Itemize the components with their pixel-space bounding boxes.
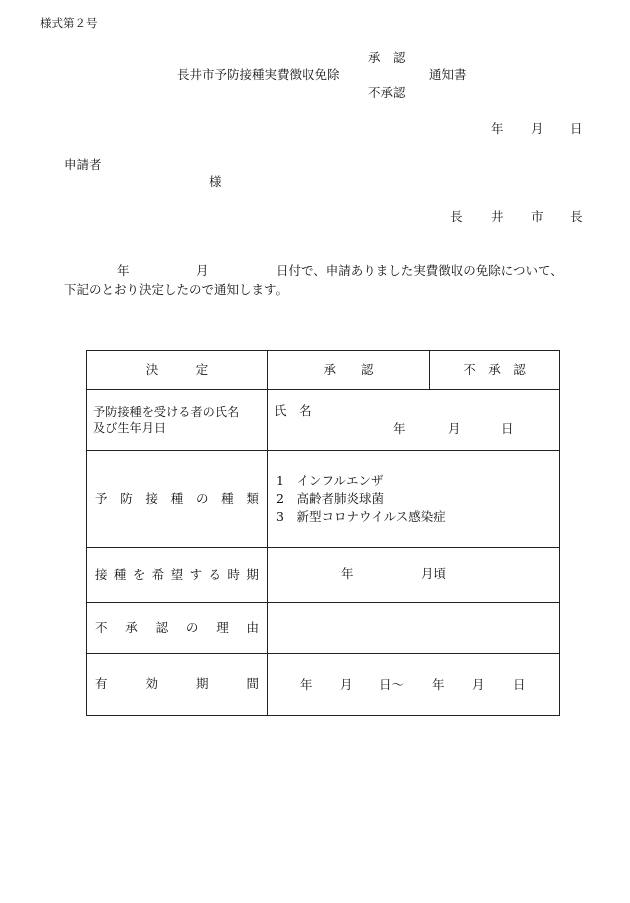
person-value bbox=[268, 390, 560, 451]
label-char: 種 bbox=[221, 490, 234, 506]
label-char: を bbox=[132, 566, 146, 582]
reason-label bbox=[95, 620, 259, 637]
valid-from-day: 日～ bbox=[379, 677, 405, 692]
applicant-label: 申請者 bbox=[64, 157, 102, 172]
decision-reject: 不 承 認 bbox=[430, 351, 560, 390]
period-month: 月頃 bbox=[421, 566, 447, 581]
label-char: 間 bbox=[246, 676, 259, 692]
label-char: 理 bbox=[216, 619, 229, 635]
body-month: 月 bbox=[196, 263, 209, 278]
person-label bbox=[87, 390, 268, 451]
label-char: 種 bbox=[113, 566, 127, 582]
person-label-line2: 及び生年月日 bbox=[93, 421, 167, 435]
date-year: 年 bbox=[491, 121, 504, 136]
applicant-honorific: 様 bbox=[209, 174, 222, 189]
valid-to-day: 日 bbox=[513, 677, 526, 692]
person-name: 氏 名 bbox=[274, 403, 312, 418]
period-value bbox=[268, 548, 560, 603]
label-char: 認 bbox=[155, 619, 169, 635]
valid-from-month: 月 bbox=[340, 677, 353, 692]
type-label bbox=[95, 491, 259, 508]
label-char: 接 bbox=[145, 490, 158, 506]
type-list bbox=[268, 451, 560, 548]
body-line2: 下記のとおり決定したので通知します。 bbox=[64, 282, 289, 297]
issuer-3: 長 bbox=[570, 209, 583, 224]
issuer-2: 市 bbox=[531, 209, 544, 224]
valid-value bbox=[268, 654, 560, 716]
issuer-1: 井 bbox=[491, 209, 504, 224]
row-valid bbox=[87, 654, 560, 716]
title-option-reject: 不承認 bbox=[368, 85, 406, 100]
row-type bbox=[87, 451, 560, 548]
reason-label-cell bbox=[87, 603, 268, 654]
body-line1-rest: 日付で、申請ありました実費徴収の免除について、 bbox=[276, 263, 563, 278]
period-label-cell bbox=[87, 548, 268, 603]
label-char: 希 bbox=[151, 566, 165, 582]
period-label bbox=[95, 567, 259, 584]
label-char: の bbox=[195, 490, 209, 506]
label-char: 防 bbox=[120, 490, 133, 506]
label-char: る bbox=[208, 566, 222, 582]
type-item-2: 2 高齢者肺炎球菌 bbox=[276, 491, 384, 506]
label-char: 種 bbox=[170, 490, 184, 506]
valid-label-cell bbox=[87, 654, 268, 716]
label-char: す bbox=[189, 566, 203, 582]
label-char: 由 bbox=[246, 619, 259, 635]
label-char: 接 bbox=[95, 566, 108, 582]
person-birth-day: 日 bbox=[501, 421, 514, 436]
row-period bbox=[87, 548, 560, 603]
title-suffix: 通知書 bbox=[429, 67, 467, 82]
type-label-cell bbox=[87, 451, 268, 548]
person-birth-year: 年 bbox=[393, 421, 406, 436]
label-char: 効 bbox=[145, 676, 158, 692]
label-char: 期 bbox=[246, 566, 259, 582]
label-char: の bbox=[185, 619, 199, 635]
label-char: 類 bbox=[246, 490, 259, 506]
valid-to-year: 年 bbox=[432, 677, 445, 692]
type-item-1: 1 インフルエンザ bbox=[276, 473, 384, 488]
row-decision bbox=[87, 351, 560, 390]
decision-label: 決 定 bbox=[87, 351, 268, 390]
valid-label bbox=[95, 676, 259, 693]
type-item-3: 3 新型コロナウイルス感染症 bbox=[276, 509, 446, 524]
reason-value bbox=[268, 603, 560, 654]
date-month: 月 bbox=[531, 121, 544, 136]
title-main: 長井市予防接種実費徴収免除 bbox=[177, 67, 340, 82]
label-char: 望 bbox=[170, 566, 184, 582]
label-char: 時 bbox=[227, 566, 240, 582]
period-year: 年 bbox=[341, 566, 354, 581]
label-char: 不 bbox=[95, 619, 108, 635]
label-char: 有 bbox=[95, 676, 108, 692]
date-day: 日 bbox=[570, 121, 583, 136]
label-char: 予 bbox=[95, 490, 108, 506]
label-char: 期 bbox=[195, 676, 209, 692]
valid-to-month: 月 bbox=[472, 677, 485, 692]
valid-from-year: 年 bbox=[300, 677, 313, 692]
title-option-approve: 承 認 bbox=[368, 50, 406, 65]
body-year: 年 bbox=[117, 263, 130, 278]
person-label-line1: 予防接種を受ける者の氏名 bbox=[93, 404, 240, 419]
row-person bbox=[87, 390, 560, 451]
decision-approve: 承 認 bbox=[268, 351, 430, 390]
label-char: 承 bbox=[125, 619, 138, 635]
person-birth-month: 月 bbox=[448, 421, 461, 436]
decision-table bbox=[86, 350, 560, 716]
row-reason bbox=[87, 603, 560, 654]
form-number: 様式第２号 bbox=[40, 16, 98, 30]
issuer-0: 長 bbox=[450, 209, 463, 224]
